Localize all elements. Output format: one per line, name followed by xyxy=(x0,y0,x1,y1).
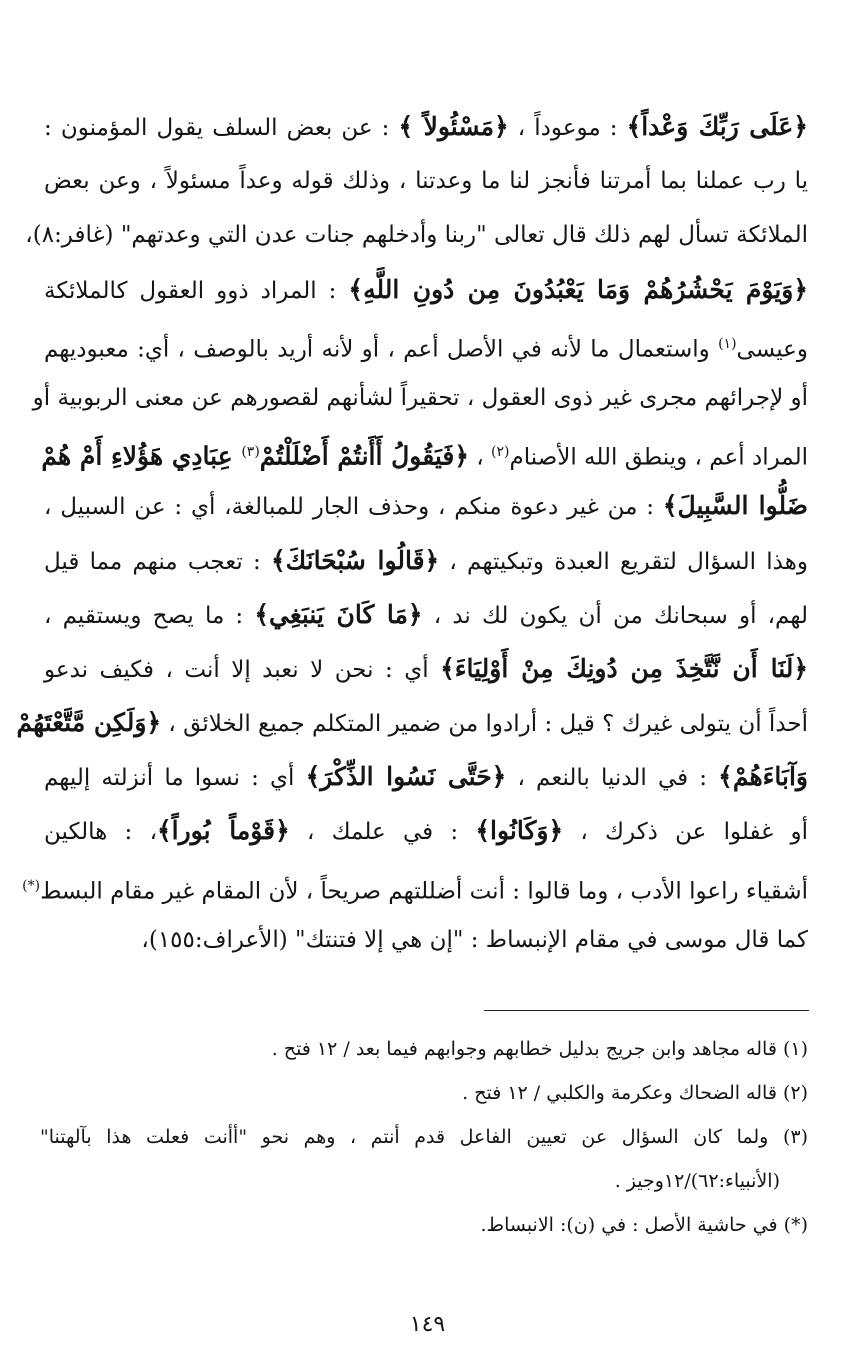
commentary-text: ، xyxy=(469,444,492,471)
commentary-text: : عن بعض السلف يقول المؤمنون : xyxy=(44,115,399,141)
footnote-separator xyxy=(484,1010,809,1011)
commentary-text: لهم، أو سبحانك من أن يكون لك ند ، xyxy=(422,602,808,629)
text-line xyxy=(44,588,808,642)
commentary-text: : من غير دعوة منكم ، وحذف الجار للمبالغة، أي : عن السبيل ، xyxy=(44,494,663,521)
quran-verse-text: ﴿وَكَانُوا﴾ xyxy=(475,816,564,846)
commentary-text: وعيسى xyxy=(736,336,808,363)
text-line xyxy=(16,696,808,750)
text-line xyxy=(44,479,808,533)
text-line xyxy=(44,750,808,804)
quran-verse-text: ﴿فَيَقُولُ أَأَنتُمْ أَضْلَلْتُمْ xyxy=(259,441,469,471)
commentary-text: أحداً أن يتولى غيرك ؟ قيل : أرادوا من ضمير المتكلم جميع الخلائق ، xyxy=(161,711,808,738)
text-line xyxy=(44,317,808,371)
commentary-text: : في علمك ، xyxy=(289,819,476,846)
text-line xyxy=(25,208,808,262)
commentary-text: كما قال موسى في مقام الإنبساط : "إن هي إلا فتنتك" (الأعراف:١٥٥)، xyxy=(141,926,808,953)
text-line xyxy=(44,534,808,588)
text-line xyxy=(44,804,808,858)
footnote-asterisk: (*) في حاشية الأصل : في (ن): الانبساط. xyxy=(480,1214,808,1236)
main-text-block xyxy=(16,100,809,967)
footnote-2: (٢) قاله الضحاك وعكرمة والكلبي / ١٢ فتح . xyxy=(462,1082,808,1104)
text-line xyxy=(44,913,808,967)
text-line xyxy=(44,100,808,154)
page-number: ١٤٩ xyxy=(409,1312,446,1337)
quran-verse-text: ﴿لَنَا أَن نَّتَّخِذَ مِن دُونِكَ مِنْ أَوْلِيَاءَ﴾ xyxy=(440,653,809,683)
footnote-ref: (٣) xyxy=(241,444,260,461)
quran-verse-text: ﴿قَوْماً بُوراً﴾ xyxy=(157,816,290,846)
footnote-ref: (١) xyxy=(718,335,737,352)
text-line xyxy=(22,859,808,913)
commentary-text: أو لإجرائهم مجرى غير ذوى العقول ، تحقيراً لشأنهم لقصورهم عن معنى الربوبية أو xyxy=(32,384,808,411)
commentary-text: المراد أعم ، وينطق الله الأصنام xyxy=(509,444,808,471)
quran-verse-text: وَآبَاءَهُمْ﴾ xyxy=(718,762,808,792)
text-line xyxy=(44,642,808,696)
commentary-text: يا رب عملنا بما أمرتنا فأنجز لنا ما وعدتنا ، وذلك قوله وعداً مسئولاً ، وعن بعض xyxy=(44,168,808,195)
footnote-3-continuation: (الأنبياء:٦٢)/١٢وجيز . xyxy=(614,1170,780,1192)
footnote-3: (٣) ولما كان السؤال عن تعيين الفاعل قدم أنتم ، وهم نحو "أأنت فعلت هذا بآلهتنا" xyxy=(40,1126,808,1148)
quran-verse-text: ﴿مَسْئُولاً ﴾ xyxy=(398,112,509,141)
quran-verse-text: ﴿مَا كَانَ يَنبَغِي﴾ xyxy=(254,599,423,629)
footnotes-block xyxy=(40,1027,808,1247)
quran-verse-text: ﴿وَيَوْمَ يَحْشُرُهُمْ وَمَا يَعْبُدُونَ مِن دُونِ اللَّهِ﴾ xyxy=(348,274,808,304)
text-line xyxy=(32,371,808,425)
commentary-text: : ما يصح ويستقيم ، xyxy=(44,602,255,629)
quran-verse-text: ضَلُّوا السَّبِيلَ﴾ xyxy=(662,491,808,521)
text-line xyxy=(44,263,808,317)
commentary-text: : في الدنيا بالنعم ، xyxy=(506,765,719,792)
commentary-text: أشقياء راعوا الأدب ، وما قالوا : أنت أضللتهم صريحاً ، لأن المقام غير مقام البسط xyxy=(40,878,808,905)
commentary-text: : موعوداً ، xyxy=(508,115,627,141)
text-line xyxy=(41,425,808,479)
commentary-text: أو غفلوا عن ذكرك ، xyxy=(563,819,808,846)
commentary-text: : المراد ذوو العقول كالملائكة xyxy=(44,277,349,304)
commentary-text: أي : نسوا ما أنزلته إليهم xyxy=(44,765,306,792)
commentary-text: ، : هالكين xyxy=(44,819,157,846)
quran-verse-text: ﴿قَالُوا سُبْحَانَكَ﴾ xyxy=(270,545,440,575)
footnote-1: (١) قاله مجاهد وابن جريج بدليل خطابهم وجوابهم فيما بعد / ١٢ فتح . xyxy=(271,1038,808,1060)
commentary-text: وهذا السؤال لتقريع العبدة وتبكيتهم ، xyxy=(439,548,808,575)
commentary-text: واستعمال ما لأنه في الأصل أعم ، أو لأنه أريد بالوصف ، أي: معبوديهم xyxy=(44,336,719,363)
commentary-text: الملائكة تسأل لهم ذلك قال تعالى "ربنا وأدخلهم جنات عدن التي وعدتهم" (غافر:٨)، xyxy=(25,222,808,249)
quran-verse-text: عِبَادِي هَؤُلاءِ أَمْ هُمْ xyxy=(41,441,242,471)
quran-verse-text: ﴿وَلَكِن مَّتَّعْتَهُمْ xyxy=(16,708,162,738)
text-line xyxy=(44,154,808,208)
commentary-text: أي : نحن لا نعبد إلا أنت ، فكيف ندعو xyxy=(44,656,441,683)
quran-verse-text: ﴿حَتَّى نَسُوا الذِّكْرَ﴾ xyxy=(305,762,507,792)
footnote-ref: (٢) xyxy=(491,444,510,461)
footnote-ref: (*) xyxy=(22,877,41,894)
commentary-text: : تعجب منهم مما قيل xyxy=(44,548,271,575)
quran-verse-text: ﴿عَلَى رَبِّكَ وَعْداً﴾ xyxy=(626,112,808,141)
